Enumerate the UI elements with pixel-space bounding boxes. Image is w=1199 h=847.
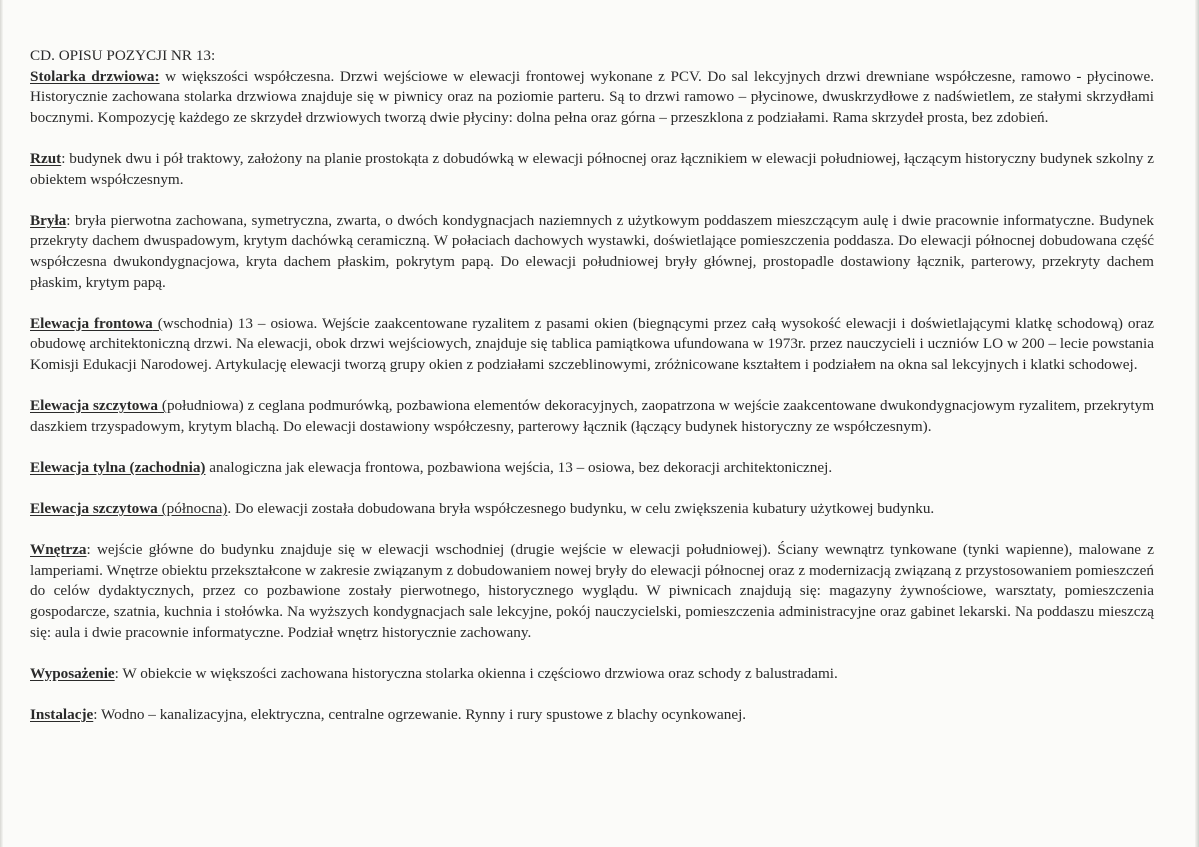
section-label: Wnętrza bbox=[30, 541, 87, 559]
section-text: wschodnia) 13 – osiowa. Wejście zaakcentowane ryzalitem z pasami okien (biegnącymi przez całą wysokość elewacji i doświetlającymi klatkę schodową) oraz obudowę architektoniczną drzwi. Na elewacji, obok drzwi wejściowych, znajduje się tablica pamiątkowa ufundowana w 1973r. przez nauczycieli i uczniów LO w 200 – lecie powstania Komisji Edukacji Narodowej. Artykulację elewacji tworzą grupy okien z podziałami szczeblinowymi, zróżnicowane kształtem i podziałem na okna sal lekcyjnych i klatki schodowej. bbox=[30, 314, 1155, 373]
section-text: : Wodno – kanalizacyjna, elektryczna, centralne ogrzewanie. Rynny i rury spustowe z blachy ocynkowanej. bbox=[93, 706, 747, 723]
section-label-suffix: (północna) bbox=[157, 500, 228, 518]
section-text: . Do elewacji została dobudowana bryła współczesnego budynku, w celu zwiększenia kubatury użytkowej budynku. bbox=[227, 500, 935, 518]
section-elewacja-szczytowa-poludniowa bbox=[30, 396, 1154, 437]
section-instalacje bbox=[30, 705, 1154, 726]
document-body bbox=[30, 46, 1154, 746]
section-label-suffix: ( bbox=[152, 314, 163, 332]
section-label: Instalacje bbox=[30, 706, 94, 723]
section-wyposazenie bbox=[30, 664, 1154, 685]
section-text: w większości współczesna. Drzwi wejściowe w elewacji frontowej wykonane z PCV. Do sal lekcyjnych drzwi drewniane współczesne, ramowo - płycinowe. Historycznie zachowana stolarka drzwiowa znajduje się w piwnicy oraz na poziomie parteru. Są to drzwi ramowo – płycinowe, dwuskrzydłowe z nadświetlem, ze stałymi skrzydłami bocznymi. Kompozycję każdego ze skrzydeł drzwiowych tworzą dwie płyciny: dolna pełna oraz górna – przeszklona z podziałami. Rama skrzydeł prosta, bez zdobień. bbox=[30, 67, 1154, 126]
section-rzut bbox=[30, 149, 1154, 190]
section-label: Bryła bbox=[30, 211, 67, 229]
section-elewacja-tylna bbox=[30, 458, 1154, 479]
section-label: Elewacja frontowa bbox=[30, 314, 153, 332]
section-elewacja-szczytowa-polnocna bbox=[30, 499, 1154, 520]
section-label: Wyposażenie bbox=[30, 664, 115, 682]
section-stolarka-drzwiowa bbox=[30, 67, 1154, 129]
section-wnetrza bbox=[30, 540, 1154, 643]
section-label: Elewacja szczytowa bbox=[30, 397, 158, 415]
scan-edge-left bbox=[0, 0, 3, 847]
section-label: Stolarka drzwiowa: bbox=[30, 67, 160, 85]
section-text: analogiczna jak elewacja frontowa, pozbawiona wejścia, 13 – osiowa, bez dekoracji architektonicznej. bbox=[205, 458, 833, 476]
section-text: : bryła pierwotna zachowana, symetryczna, zwarta, o dwóch kondygnacjach naziemnych z użytkowym poddaszem mieszczącym aulę i dwie pracownie informatyczne. Budynek przekryty dachem dwuspadowym, krytym dachówką ceramiczną. W połaciach dachowych wystawki, doświetlające pomieszczenia poddasza. Do elewacji północnej dobudowana część współczesna dwukondygnacjowa, kryta dachem płaskim, pokrytym papą. Do elewacji południowej bryły głównej, prostopadle dostawiony łącznik, parterowy, przekryty dachem płaskim, krytym papą. bbox=[30, 211, 1154, 291]
section-label-suffix: ( bbox=[157, 397, 167, 415]
section-text: : W obiekcie w większości zachowana historyczna stolarka okienna i częściowo drzwiowa oraz schody z balustradami. bbox=[114, 664, 838, 682]
section-text: : budynek dwu i pół traktowy, założony na planie prostokąta z dobudówką w elewacji północnej oraz łącznikiem w elewacji południowej, łączącym historyczny budynek szkolny z obiektem współczesnym. bbox=[30, 149, 1154, 188]
section-label: Rzut bbox=[30, 149, 62, 167]
section-label: Elewacja szczytowa bbox=[30, 500, 158, 518]
section-bryla bbox=[30, 211, 1154, 293]
section-label: Elewacja tylna (zachodnia) bbox=[30, 458, 206, 476]
scan-edge-right bbox=[1195, 0, 1199, 847]
section-text: : wejście główne do budynku znajduje się w elewacji wschodniej (drugie wejście w elewacji południowej). Ściany wewnątrz tynkowane (tynki wapienne), malowane z lamperiami. Wnętrze obiektu przekształcone w zakresie związanym z dobudowaniem nowej bryły do elewacji północnej oraz z modernizacją związaną z przystosowaniem pomieszczeń do celów dydaktycznych, przez co pozbawione zostały pierwotnego, historycznego wyglądu. W piwnicach znajdują się: magazyny żywnościowe, warsztaty, pomieszczenia gospodarcze, szatnia, kuchnia i stołówka. Na wyższych kondygnacjach sale lekcyjne, pokój nauczycielski, pomieszczenia administracyjne oraz gabinet lekarski. Na poddaszu mieszczą się: aula i dwie pracownie informatyczne. Podział wnętrz historycznie zachowany. bbox=[30, 541, 1154, 641]
section-text: południowa) z ceglana podmurówką, pozbawiona elementów dekoracyjnych, zaopatrzona w wejście zaakcentowane dwukondygnacjowym ryzalitem, przekrytym daszkiem trzyspadowym, krytym blachą. Do elewacji dostawiony współczesny, parterowy łącznik (łączący budynek historyczny ze współczesnym). bbox=[30, 397, 1155, 435]
document-heading: CD. OPISU POZYCJI NR 13: bbox=[30, 47, 216, 64]
section-elewacja-frontowa bbox=[30, 314, 1154, 376]
